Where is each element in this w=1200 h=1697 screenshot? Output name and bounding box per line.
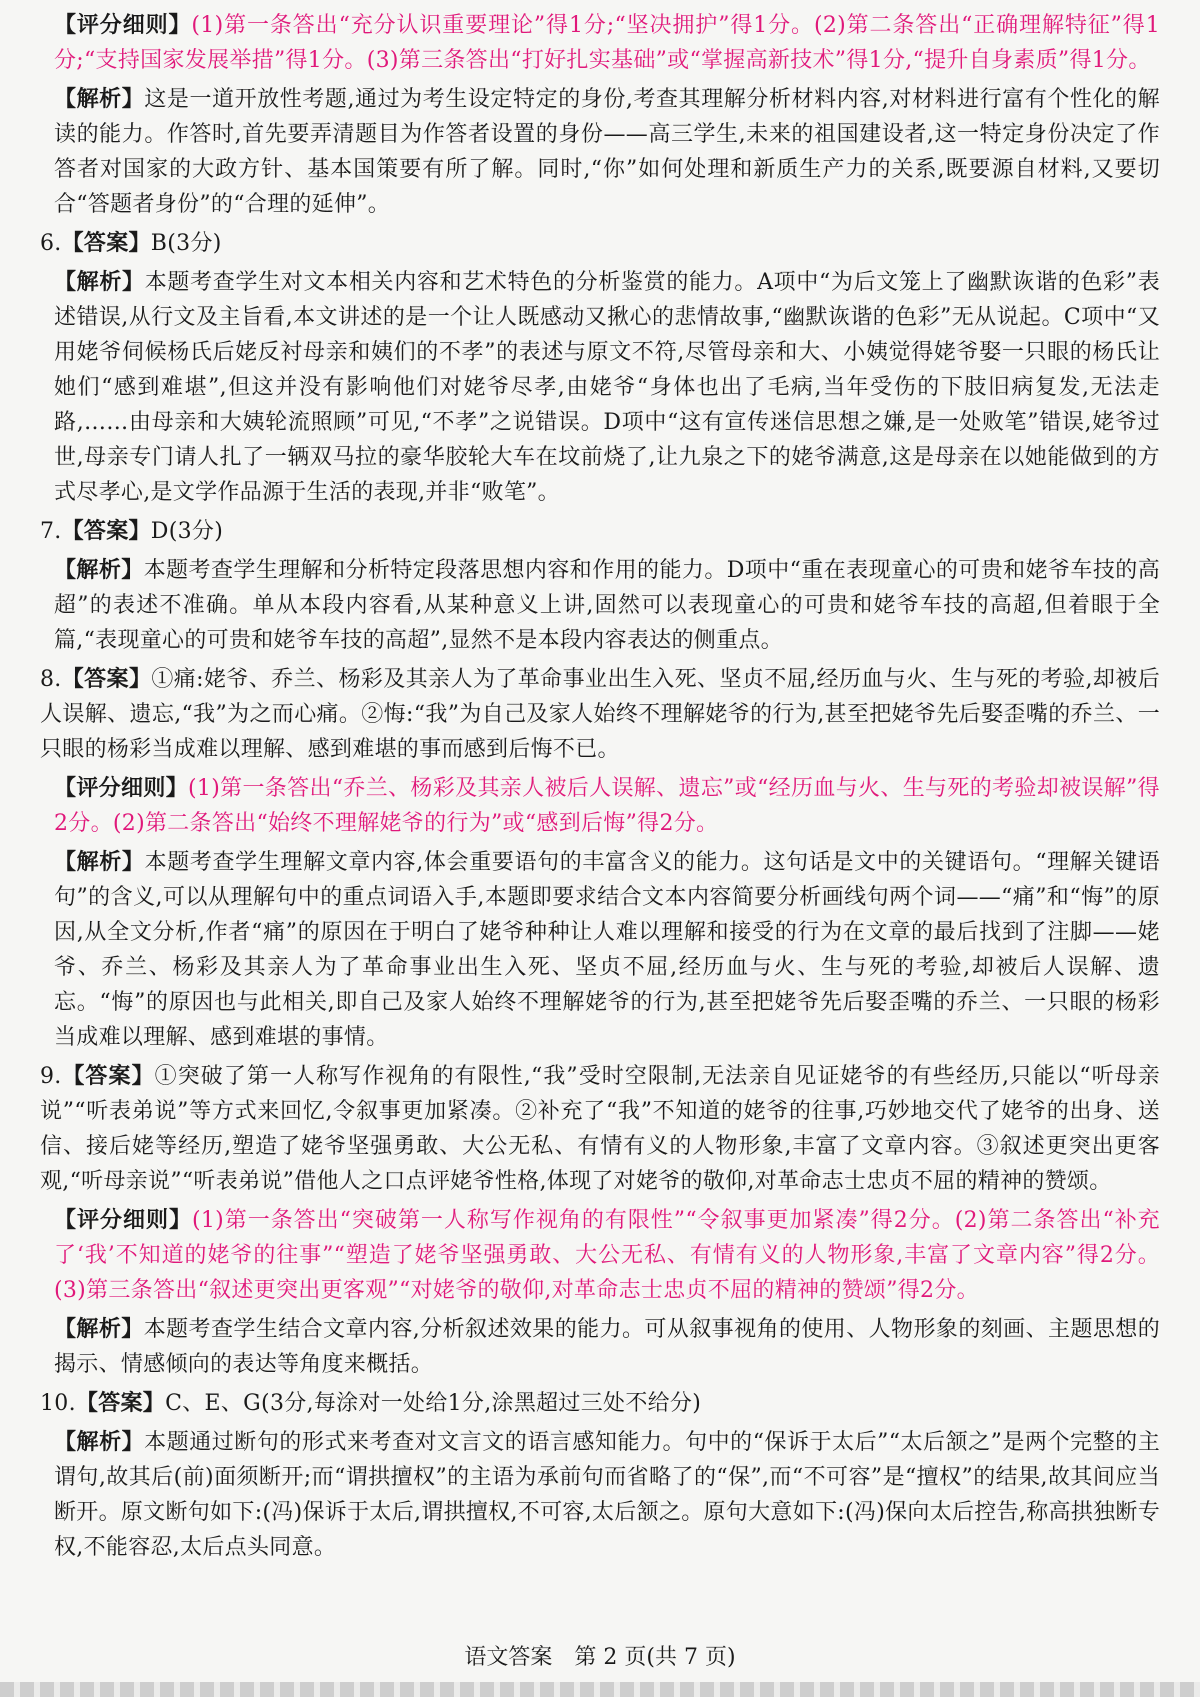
analysis-block: [40, 1312, 1160, 1382]
block-text: D(3分): [150, 519, 224, 544]
tag-label: 【解析】: [54, 1316, 144, 1342]
answer-block-q10: [40, 1386, 1160, 1421]
block-text: ①痛:姥爷、乔兰、杨彩及其亲人为了革命事业出生入死、坚贞不屈,经历血与火、生与死的考验,却被后人误解、遗忘,“我”为之而心痛。②悔:“我”为自己及家人始终不理解姥爷的行为,甚至把姥爷先后娶歪嘴的乔兰、一只眼的杨彩当成难以理解、感到难堪的事而感到后悔不已。: [40, 667, 1160, 762]
tag-label: 【解析】: [54, 557, 144, 583]
tag-label: 【评分细则】: [54, 775, 189, 801]
block-text: 本题通过断句的形式来考查对文言文的语言感知能力。句中的“保诉于太后”“太后颔之”是两个完整的主谓句,故其后(前)面须断开;而“谓拱擅权”的主语为承前句而省略了的“保”,而“不可容”是“擅权”的结果,故其间应当断开。原文断句如下:(冯)保诉于太后,谓拱擅权,不可容,太后颔之。原句大意如下:(冯)保向太后控告,称高拱独断专权,不能容忍,太后点头同意。: [54, 1430, 1160, 1560]
tag-label: 【答案】: [75, 1390, 166, 1416]
tag-label: 【答案】: [61, 1063, 155, 1089]
analysis-block: [40, 553, 1160, 658]
scoring-rules-block: [40, 1203, 1160, 1308]
answer-page: [40, 8, 1160, 1569]
tag-label: 【解析】: [54, 1429, 145, 1455]
question-number: 6.: [40, 231, 62, 256]
block-text: ①突破了第一人称写作视角的有限性,“我”受时空限制,无法亲自见证姥爷的有些经历,只能以“听母亲说”“听表弟说”等方式来回忆,令叙事更加紧凑。②补充了“我”不知道的姥爷的往事,巧妙地交代了姥爷的出身、送信、接后姥等经历,塑造了姥爷坚强勇敢、大公无私、有情有义的人物形象,丰富了文章内容。③叙述更突出更客观,“听母亲说”“听表弟说”借他人之口点评姥爷性格,体现了对姥爷的敬仰,对革命志士忠贞不屈的精神的赞颂。: [40, 1064, 1161, 1194]
block-text: (1)第一条答出“乔兰、杨彩及其亲人被后人误解、遗忘”或“经历血与火、生与死的考验却被误解”得2分。(2)第二条答出“始终不理解姥爷的行为”或“感到后悔”得2分。: [54, 776, 1160, 836]
analysis-block: [40, 265, 1160, 510]
answer-block-q8: [40, 662, 1160, 767]
block-text: 本题考查学生理解文章内容,体会重要语句的丰富含义的能力。这句话是文中的关键语句。“理解关键语句”的含义,可以从理解句中的重点词语入手,本题即要求结合文本内容简要分析画线句两个词——“痛”和“悔”的原因,从全文分析,作者“痛”的原因在于明白了姥爷种种让人难以理解和接受的行为在文章的最后找到了注脚——姥爷、乔兰、杨彩及其亲人为了革命事业出生入死、坚贞不屈,经历血与火、生与死的考验,却被后人误解、遗忘。“悔”的原因也与此相关,即自己及家人始终不理解姥爷的行为,甚至把姥爷先后娶歪嘴的乔兰、一只眼的杨彩当成难以理解、感到难堪的事情。: [54, 850, 1161, 1050]
block-text: 本题考查学生结合文章内容,分析叙述效果的能力。可从叙事视角的使用、人物形象的刻画、主题思想的揭示、情感倾向的表达等角度来概括。: [54, 1317, 1161, 1377]
block-text: 本题考查学生对文本相关内容和艺术特色的分析鉴赏的能力。A项中“为后文笼上了幽默诙谐的色彩”表述错误,从行文及主旨看,本文讲述的是一个让人既感动又揪心的悲情故事,“幽默诙谐的色彩”无从说起。C项中“又用姥爷伺候杨氏后姥反衬母亲和姨们的不孝”的表述与原文不符,尽管母亲和大、小姨觉得姥爷娶一只眼的杨氏让她们“感到难堪”,但这并没有影响他们对姥爷尽孝,由姥爷“身体也出了毛病,当年受伤的下肢旧病复发,无法走路,……由母亲和大姨轮流照顾”可见,“不孝”之说错误。D项中“这有宣传迷信思想之嫌,是一处败笔”错误,姥爷过世,母亲专门请人扎了一辆双马拉的豪华胶轮大车在坟前烧了,让九泉之下的姥爷满意,这是母亲在以她能做到的方式尽孝心,是文学作品源于生活的表现,并非“败笔”。: [54, 270, 1161, 505]
question-number: 8.: [40, 667, 62, 692]
analysis-block: [40, 845, 1160, 1055]
scoring-rules-block: [40, 8, 1160, 78]
answer-block-q9: [40, 1059, 1160, 1199]
tag-label: 【答案】: [61, 230, 151, 256]
tag-label: 【评分细则】: [54, 1207, 192, 1233]
question-number: 9.: [40, 1064, 62, 1089]
tag-label: 【答案】: [61, 518, 151, 544]
scoring-rules-block: [40, 771, 1160, 841]
scan-edge-decoration: [0, 1682, 1200, 1697]
block-text: 这是一道开放性考题,通过为考生设定特定的身份,考查其理解分析材料内容,对材料进行富有个性化的解读的能力。作答时,首先要弄清题目为作答者设置的身份——高三学生,未来的祖国建设者,这一特定身份决定了作答者对国家的大政方针、基本国策要有所了解。同时,“你”如何处理和新质生产力的关系,既要源自材料,又要切合“答题者身份”的“合理的延伸”。: [54, 87, 1160, 217]
tag-label: 【答案】: [61, 666, 152, 692]
answer-block-q6: [40, 226, 1160, 261]
block-text: 本题考查学生理解和分析特定段落思想内容和作用的能力。D项中“重在表现童心的可贵和姥爷车技的高超”的表述不准确。单从本段内容看,从某种意义上讲,固然可以表现童心的可贵和姥爷车技的高超,但着眼于全篇,“表现童心的可贵和姥爷车技的高超”,显然不是本段内容表达的侧重点。: [54, 558, 1160, 653]
question-number: 10.: [40, 1391, 76, 1416]
block-text: C、E、G(3分,每涂对一处给1分,涂黑超过三处不给分): [165, 1391, 702, 1416]
analysis-block: [40, 1425, 1160, 1565]
tag-label: 【解析】: [54, 849, 145, 875]
question-number: 7.: [40, 519, 62, 544]
tag-label: 【解析】: [54, 86, 145, 112]
tag-label: 【解析】: [54, 269, 145, 295]
page-footer: 语文答案 第 2 页(共 7 页): [464, 1645, 736, 1670]
block-text: (1)第一条答出“突破第一人称写作视角的有限性”“令叙事更加紧凑”得2分。(2)第二条答出“补充了‘我’不知道的姥爷的往事”“塑造了姥爷坚强勇敢、大公无私、有情有义的人物形象,丰富了文章内容”得2分。(3)第三条答出“叙述更突出更客观”“对姥爷的敬仰,对革命志士忠贞不屈的精神的赞颂”得2分。: [54, 1208, 1160, 1303]
answer-block-q7: [40, 514, 1160, 549]
analysis-block: [40, 82, 1160, 222]
block-text: B(3分): [150, 231, 222, 256]
block-text: (1)第一条答出“充分认识重要理论”得1分;“坚决拥护”得1分。(2)第二条答出“正确理解特征”得1分;“支持国家发展举措”得1分。(3)第三条答出“打好扎实基础”或“掌握高新技术”得1分,“提升自身素质”得1分。: [54, 13, 1160, 73]
tag-label: 【评分细则】: [54, 12, 192, 38]
